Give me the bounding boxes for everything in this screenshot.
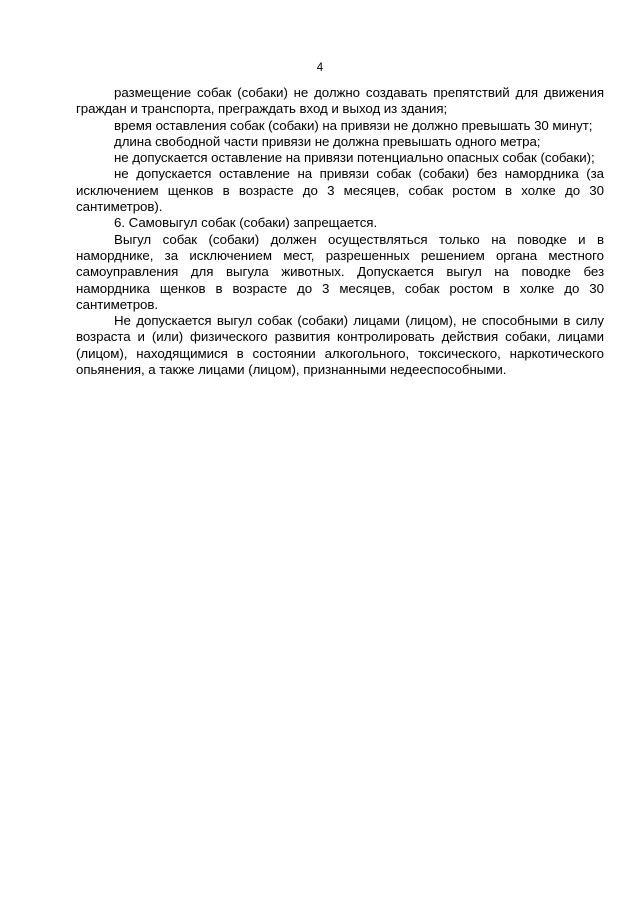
- document-body: [76, 85, 604, 378]
- paragraph-walking-rules: Выгул собак (собаки) должен осуществляться только на поводке и в наморднике, за исключением мест, разрешенных решением органа местного самоуправления для выгула животных. Допускается выгул на поводке без намордника щенков в возрасте до 3 месяцев, собак ростом в холке до 30 сантиметров.: [76, 231, 604, 312]
- paragraph-self-walking-ban: 6. Самовыгул собак (собаки) запрещается.: [114, 215, 378, 231]
- paragraph-dog-placement: размещение собак (собаки) не должно создавать препятствий для движения граждан и транспорта, преграждать вход и выход из здания;: [76, 85, 604, 117]
- paragraph-walker-restrictions: Не допускается выгул собак (собаки) лицами (лицом), не способными в силу возраста и (или) физического развития контролировать действия собаки, лицами (лицом), находящимися в состоянии алкогольного, токсического, наркотического опьянения, а также лицами (лицом), признанными недееспособными.: [76, 313, 604, 378]
- paragraph-leash-length: длина свободной части привязи не должна превышать одного метра;: [114, 133, 541, 149]
- paragraph-dangerous-dogs-leash: не допускается оставление на привязи потенциально опасных собак (собаки);: [114, 150, 595, 166]
- paragraph-muzzle-requirement: не допускается оставление на привязи собак (собаки) без намордника (за исключением щенков в возрасте до 3 месяцев, собак ростом в холке до 30 сантиметров).: [76, 166, 604, 215]
- page-number: 4: [316, 62, 324, 74]
- paragraph-leash-time-limit: время оставления собак (собаки) на привязи не должно превышать 30 минут;: [114, 117, 593, 133]
